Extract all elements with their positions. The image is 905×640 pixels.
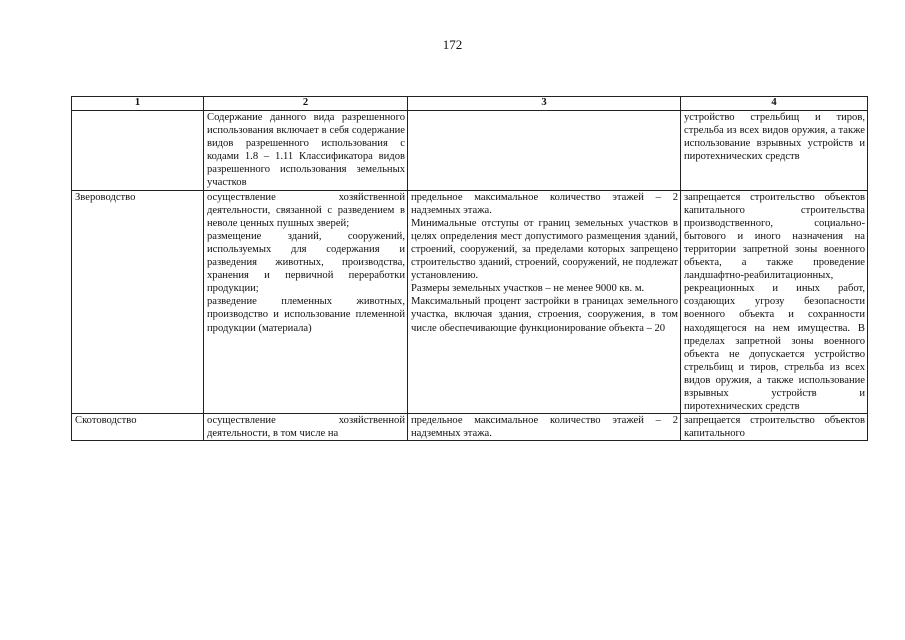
description-paragraph: осуществление хозяйственной деятельности, связанной с разведением в неволе ценных пушных зверей; <box>207 191 405 229</box>
parameters-paragraph: Минимальные отступы от границ земельных участков в целях определения мест допустимого размещения зданий, строений, сооружений, за пределами которых запрещено строительство зданий, строений, сооружений, не подлежат установлению. <box>411 217 678 282</box>
table-header-row <box>72 97 868 111</box>
description-paragraph: размещение зданий, сооружений, используемых для содержания и разведения животных, производства, хранения и первичной переработки продукции; <box>207 230 405 295</box>
table-row <box>72 414 868 441</box>
description-paragraph: разведение племенных животных, производство и использование племенной продукции (материала) <box>207 296 405 334</box>
land-use-name-cell: Скотоводство <box>72 414 204 441</box>
page-number: 172 <box>442 37 463 52</box>
regulations-table <box>71 96 868 441</box>
description-cell <box>204 414 408 441</box>
parameters-cell <box>408 414 681 441</box>
description-cell <box>204 190 408 414</box>
column-header: 4 <box>681 97 868 111</box>
parameters-cell <box>408 190 681 414</box>
table-row <box>72 111 868 191</box>
restrictions-cell <box>681 111 868 191</box>
parameters-paragraph: предельное максимальное количество этажей – 2 надземных этажа. <box>411 191 678 216</box>
column-header: 3 <box>408 97 681 111</box>
land-use-name-cell: Звероводство <box>72 190 204 414</box>
parameters-paragraph: предельное максимальное количество этажей – 2 надземных этажа. <box>411 415 678 440</box>
description-paragraph: Содержание данного вида разрешенного использования включает в себя содержание видов разрешенного использования с кодами 1.8 – 1.11 Классификатора видов разрешенного использования земельных участков <box>207 112 405 189</box>
land-use-name-cell <box>72 111 204 191</box>
restrictions-cell <box>681 190 868 414</box>
column-header: 1 <box>72 97 204 111</box>
parameters-cell <box>408 111 681 191</box>
description-paragraph: осуществление хозяйственной деятельности, в том числе на <box>207 415 405 440</box>
table-row <box>72 190 868 414</box>
column-header: 2 <box>204 97 408 111</box>
restrictions-paragraph: запрещается строительство объектов капитального <box>684 415 865 440</box>
restrictions-paragraph: запрещается строительство объектов капитального строительства производственного, социально-бытового и иного назначения на территории запретной зоны военного объекта, а также проведение ландшафтно-реабилитационных, рекреационных и иных работ, создающих угрозу безопасности военного объекта и сохранности находящегося на нем имущества. В пределах запретной зоны военного объекта не допускается устройство стрельбищ и тиров, стрельба из всех видов оружия, а также использование взрывных устройств и пиротехнических средств <box>684 191 865 413</box>
restrictions-paragraph: устройство стрельбищ и тиров, стрельба из всех видов оружия, а также использование взрывных устройств и пиротехнических средств <box>684 112 865 163</box>
restrictions-cell <box>681 414 868 441</box>
description-cell <box>204 111 408 191</box>
parameters-paragraph: Максимальный процент застройки в границах земельного участка, включая здания, строения, сооружения, в том числе обеспечивающие функционирование объекта – 20 <box>411 296 678 334</box>
parameters-paragraph: Размеры земельных участков – не менее 9000 кв. м. <box>411 283 645 295</box>
